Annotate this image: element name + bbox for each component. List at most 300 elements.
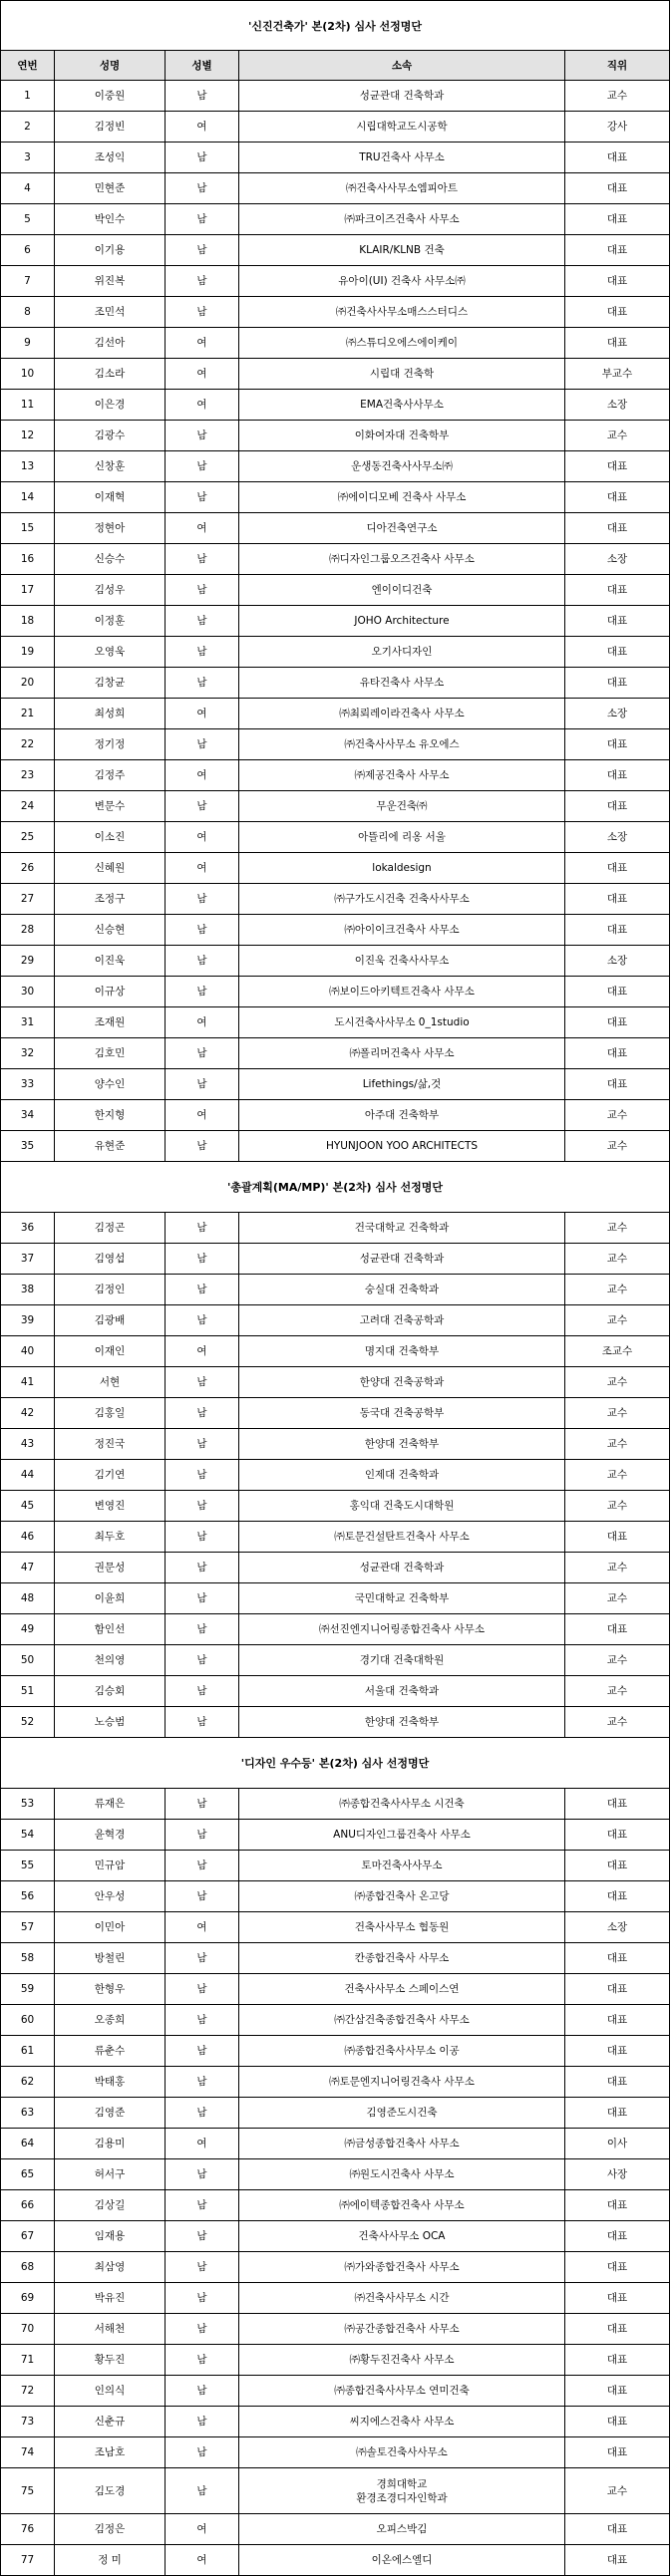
table-row xyxy=(1,1275,670,1305)
cell-name: 신승수 xyxy=(55,544,166,574)
cell-position: 대표 xyxy=(565,606,670,636)
table-row xyxy=(1,729,670,760)
cell-number: 45 xyxy=(1,1491,55,1521)
table-row xyxy=(1,1553,670,1583)
table-row xyxy=(1,946,670,977)
cell-affiliation: 아주대 건축학부 xyxy=(239,1100,565,1130)
cell-affiliation: 도시건축사사무소 0_1studio xyxy=(239,1007,565,1037)
cell-name: 신창훈 xyxy=(55,451,166,481)
cell-number: 5 xyxy=(1,204,55,234)
cell-gender: 남 xyxy=(166,1491,239,1521)
cell-affiliation: ㈜토문엔지니어링건축사 사무소 xyxy=(239,2067,565,2097)
cell-affiliation: ㈜폴리머건축사 사무소 xyxy=(239,1038,565,1068)
cell-name: 안우성 xyxy=(55,1881,166,1911)
table-row xyxy=(1,112,670,143)
cell-name: 조정구 xyxy=(55,884,166,914)
cell-position: 대표 xyxy=(565,1038,670,1068)
cell-gender: 남 xyxy=(166,1707,239,1737)
table-row xyxy=(1,421,670,451)
cell-gender: 남 xyxy=(166,2407,239,2436)
cell-position: 대표 xyxy=(565,2514,670,2544)
table-header-row xyxy=(1,51,670,81)
cell-number: 25 xyxy=(1,822,55,852)
cell-number: 6 xyxy=(1,235,55,265)
cell-gender: 남 xyxy=(166,2252,239,2282)
table-row xyxy=(1,977,670,1007)
cell-position: 대표 xyxy=(565,1943,670,1973)
cell-gender: 남 xyxy=(166,1213,239,1243)
cell-position: 교수 xyxy=(565,1398,670,1428)
cell-number: 11 xyxy=(1,390,55,420)
cell-name: 이윤희 xyxy=(55,1583,166,1613)
cell-name: 최성희 xyxy=(55,699,166,728)
cell-number: 17 xyxy=(1,575,55,605)
cell-name: 김소라 xyxy=(55,359,166,389)
cell-name: 이재혁 xyxy=(55,482,166,512)
cell-affiliation: 고려대 건축공학과 xyxy=(239,1305,565,1335)
cell-number: 55 xyxy=(1,1851,55,1880)
cell-position: 대표 xyxy=(565,297,670,327)
cell-gender: 남 xyxy=(166,791,239,821)
cell-name: 최삼영 xyxy=(55,2252,166,2282)
cell-position: 대표 xyxy=(565,2437,670,2467)
column-header: 직위 xyxy=(565,51,670,80)
cell-affiliation: ㈜토문건설탄트건축사 사무소 xyxy=(239,1522,565,1552)
cell-number: 71 xyxy=(1,2345,55,2375)
cell-position: 대표 xyxy=(565,2345,670,2375)
cell-affiliation: 아뜰리에 리옹 서울 xyxy=(239,822,565,852)
cell-gender: 남 xyxy=(166,2345,239,2375)
cell-affiliation: 이화여자대 건축학부 xyxy=(239,421,565,450)
cell-name: 권문성 xyxy=(55,1553,166,1582)
table-row xyxy=(1,915,670,946)
cell-name: 김도경 xyxy=(55,2468,166,2513)
cell-gender: 여 xyxy=(166,112,239,142)
cell-affiliation: ㈜간삼건축종합건축사 사무소 xyxy=(239,2005,565,2035)
cell-affiliation: 건축사사무소 협동원 xyxy=(239,1912,565,1942)
cell-name: 정현아 xyxy=(55,513,166,543)
cell-affiliation: 숭실대 건축학과 xyxy=(239,1275,565,1304)
cell-affiliation: 김영준도시건축 xyxy=(239,2098,565,2128)
cell-number: 22 xyxy=(1,729,55,759)
table-row xyxy=(1,482,670,513)
cell-affiliation: ㈜종합건축사 온고당 xyxy=(239,1881,565,1911)
table-row xyxy=(1,266,670,297)
table-row xyxy=(1,2437,670,2468)
cell-name: 이재인 xyxy=(55,1336,166,1366)
cell-name: 변문수 xyxy=(55,791,166,821)
cell-position: 대표 xyxy=(565,1789,670,1819)
cell-name: 최두호 xyxy=(55,1522,166,1552)
cell-position: 대표 xyxy=(565,2098,670,2128)
cell-number: 37 xyxy=(1,1244,55,1274)
table-row xyxy=(1,1974,670,2005)
cell-name: 이중원 xyxy=(55,81,166,111)
table-row xyxy=(1,1851,670,1881)
cell-affiliation: 오피스박김 xyxy=(239,2514,565,2544)
cell-name: 류춘수 xyxy=(55,2036,166,2066)
cell-affiliation: Lifethings/삶,것 xyxy=(239,1069,565,1099)
cell-gender: 남 xyxy=(166,606,239,636)
cell-name: 김기연 xyxy=(55,1460,166,1490)
cell-gender: 남 xyxy=(166,575,239,605)
cell-affiliation: 경기대 건축대학원 xyxy=(239,1645,565,1675)
cell-gender: 남 xyxy=(166,81,239,111)
cell-affiliation: 서울대 건축학과 xyxy=(239,1676,565,1706)
cell-number: 31 xyxy=(1,1007,55,1037)
cell-name: 천의영 xyxy=(55,1645,166,1675)
table-row xyxy=(1,1429,670,1460)
cell-number: 63 xyxy=(1,2098,55,2128)
section-title: '총괄계획(MA/MP)' 본(2차) 심사 선정명단 xyxy=(1,1162,670,1212)
cell-position: 대표 xyxy=(565,143,670,172)
cell-affiliation: ㈜종합건축사사무소 시건축 xyxy=(239,1789,565,1819)
cell-gender: 여 xyxy=(166,1100,239,1130)
cell-position: 교수 xyxy=(565,1305,670,1335)
cell-number: 34 xyxy=(1,1100,55,1130)
cell-affiliation: 이진욱 건축사사무소 xyxy=(239,946,565,976)
table-row xyxy=(1,173,670,204)
cell-name: 서현 xyxy=(55,1367,166,1397)
cell-position: 대표 xyxy=(565,1069,670,1099)
cell-affiliation: 경희대학교 환경조경디자인학과 xyxy=(239,2468,565,2513)
cell-affiliation: 명지대 건축학부 xyxy=(239,1336,565,1366)
cell-position: 대표 xyxy=(565,1614,670,1644)
cell-gender: 여 xyxy=(166,359,239,389)
cell-position: 교수 xyxy=(565,1645,670,1675)
table-row xyxy=(1,2283,670,2314)
cell-affiliation: 디아건축연구소 xyxy=(239,513,565,543)
cell-position: 대표 xyxy=(565,668,670,698)
cell-gender: 남 xyxy=(166,1974,239,2004)
cell-number: 61 xyxy=(1,2036,55,2066)
cell-gender: 남 xyxy=(166,729,239,759)
table-row xyxy=(1,81,670,112)
cell-affiliation: 건축사사무소 스페이스연 xyxy=(239,1974,565,2004)
table-row xyxy=(1,359,670,390)
cell-position: 소장 xyxy=(565,544,670,574)
cell-number: 74 xyxy=(1,2437,55,2467)
cell-name: 조재원 xyxy=(55,1007,166,1037)
table-row xyxy=(1,853,670,884)
cell-name: 오종희 xyxy=(55,2005,166,2035)
table-row xyxy=(1,2252,670,2283)
cell-gender: 남 xyxy=(166,1244,239,1274)
cell-name: 정진국 xyxy=(55,1429,166,1459)
cell-affiliation: 성균관대 건축학과 xyxy=(239,1553,565,1582)
cell-affiliation: ㈜솔토건축사사무소 xyxy=(239,2437,565,2467)
cell-affiliation: ㈜건축사사무소매스스터디스 xyxy=(239,297,565,327)
cell-number: 8 xyxy=(1,297,55,327)
cell-number: 50 xyxy=(1,1645,55,1675)
section-title: '신진건축가' 본(2차) 심사 선정명단 xyxy=(1,1,670,50)
table-row xyxy=(1,2514,670,2545)
cell-affiliation: ㈜황두진건축사 사무소 xyxy=(239,2345,565,2375)
table-row xyxy=(1,1789,670,1820)
cell-gender: 남 xyxy=(166,2376,239,2406)
table-row xyxy=(1,544,670,575)
cell-affiliation: 국민대학교 건축학부 xyxy=(239,1583,565,1613)
cell-position: 대표 xyxy=(565,482,670,512)
table-row xyxy=(1,699,670,729)
cell-affiliation: ㈜공간종합건축사 사무소 xyxy=(239,2314,565,2344)
cell-gender: 남 xyxy=(166,143,239,172)
cell-number: 12 xyxy=(1,421,55,450)
table-row xyxy=(1,791,670,822)
cell-position: 이사 xyxy=(565,2129,670,2158)
cell-position: 대표 xyxy=(565,2407,670,2436)
cell-gender: 여 xyxy=(166,853,239,883)
cell-gender: 남 xyxy=(166,2067,239,2097)
cell-number: 36 xyxy=(1,1213,55,1243)
cell-name: 조민석 xyxy=(55,297,166,327)
cell-name: 김창균 xyxy=(55,668,166,698)
cell-position: 교수 xyxy=(565,1367,670,1397)
cell-number: 30 xyxy=(1,977,55,1006)
cell-number: 68 xyxy=(1,2252,55,2282)
cell-name: 유현준 xyxy=(55,1131,166,1161)
cell-affiliation: 한양대 건축공학과 xyxy=(239,1367,565,1397)
cell-number: 10 xyxy=(1,359,55,389)
cell-affiliation: 홍익대 건축도시대학원 xyxy=(239,1491,565,1521)
cell-position: 소장 xyxy=(565,1912,670,1942)
cell-name: 함인선 xyxy=(55,1614,166,1644)
cell-number: 7 xyxy=(1,266,55,296)
cell-position: 교수 xyxy=(565,1707,670,1737)
cell-affiliation: ㈜건축사사무소엠피아트 xyxy=(239,173,565,203)
cell-number: 16 xyxy=(1,544,55,574)
cell-affiliation: ㈜가와종합건축사 사무소 xyxy=(239,2252,565,2282)
cell-affiliation: 이온에스엘디 xyxy=(239,2545,565,2575)
cell-number: 24 xyxy=(1,791,55,821)
cell-affiliation: 건축사사무소 OCA xyxy=(239,2221,565,2251)
cell-number: 29 xyxy=(1,946,55,976)
cell-affiliation: 성균관대 건축학과 xyxy=(239,81,565,111)
cell-number: 43 xyxy=(1,1429,55,1459)
cell-number: 47 xyxy=(1,1553,55,1582)
cell-gender: 남 xyxy=(166,2437,239,2467)
cell-gender: 남 xyxy=(166,266,239,296)
cell-number: 38 xyxy=(1,1275,55,1304)
cell-affiliation: TRU건축사 사무소 xyxy=(239,143,565,172)
cell-name: 김정은 xyxy=(55,2514,166,2544)
cell-gender: 남 xyxy=(166,1069,239,1099)
cell-affiliation: ㈜파크이즈건축사 사무소 xyxy=(239,204,565,234)
cell-affiliation: 시립대 건축학 xyxy=(239,359,565,389)
cell-affiliation: ㈜보이드아키텍트건축사 사무소 xyxy=(239,977,565,1006)
cell-affiliation: ㈜제공건축사 사무소 xyxy=(239,760,565,790)
cell-position: 대표 xyxy=(565,2252,670,2282)
cell-affiliation: EMA건축사사무소 xyxy=(239,390,565,420)
table-row xyxy=(1,390,670,421)
cell-gender: 남 xyxy=(166,2005,239,2035)
cell-affiliation: ㈜건축사사무소 시간 xyxy=(239,2283,565,2313)
section-title-row xyxy=(1,1738,670,1789)
cell-gender: 여 xyxy=(166,1007,239,1037)
cell-position: 대표 xyxy=(565,2190,670,2220)
table-row xyxy=(1,2376,670,2407)
cell-position: 교수 xyxy=(565,1491,670,1521)
cell-gender: 여 xyxy=(166,760,239,790)
cell-number: 21 xyxy=(1,699,55,728)
cell-number: 60 xyxy=(1,2005,55,2035)
cell-name: 조남호 xyxy=(55,2437,166,2467)
cell-number: 53 xyxy=(1,1789,55,1819)
table-row xyxy=(1,1645,670,1676)
cell-number: 66 xyxy=(1,2190,55,2220)
cell-gender: 남 xyxy=(166,235,239,265)
cell-gender: 여 xyxy=(166,2514,239,2544)
table-row xyxy=(1,1336,670,1367)
cell-name: 이진욱 xyxy=(55,946,166,976)
cell-position: 교수 xyxy=(565,1100,670,1130)
cell-gender: 남 xyxy=(166,1429,239,1459)
cell-number: 28 xyxy=(1,915,55,945)
cell-name: 변영진 xyxy=(55,1491,166,1521)
section-title-row xyxy=(1,1162,670,1213)
cell-affiliation: 한양대 건축학부 xyxy=(239,1429,565,1459)
cell-position: 대표 xyxy=(565,2221,670,2251)
table-row xyxy=(1,1881,670,1912)
cell-name: 김영섭 xyxy=(55,1244,166,1274)
cell-name: 김상길 xyxy=(55,2190,166,2220)
cell-position: 대표 xyxy=(565,1881,670,1911)
cell-gender: 남 xyxy=(166,668,239,698)
cell-position: 교수 xyxy=(565,1460,670,1490)
cell-name: 김승회 xyxy=(55,1676,166,1706)
cell-gender: 남 xyxy=(166,946,239,976)
cell-number: 73 xyxy=(1,2407,55,2436)
cell-gender: 남 xyxy=(166,2221,239,2251)
table-row xyxy=(1,1943,670,1974)
cell-gender: 남 xyxy=(166,421,239,450)
cell-gender: 남 xyxy=(166,1460,239,1490)
cell-gender: 남 xyxy=(166,173,239,203)
cell-position: 대표 xyxy=(565,266,670,296)
cell-name: 김성우 xyxy=(55,575,166,605)
cell-affiliation: ㈜최뢰레이라건축사 사무소 xyxy=(239,699,565,728)
cell-affiliation: ㈜원도시건축사 사무소 xyxy=(239,2159,565,2189)
cell-number: 65 xyxy=(1,2159,55,2189)
cell-gender: 남 xyxy=(166,451,239,481)
cell-affiliation: 시립대학교도시공학 xyxy=(239,112,565,142)
cell-name: 박유진 xyxy=(55,2283,166,2313)
cell-number: 77 xyxy=(1,2545,55,2575)
cell-number: 2 xyxy=(1,112,55,142)
table-row xyxy=(1,1038,670,1069)
cell-name: 김영준 xyxy=(55,2098,166,2128)
cell-affiliation: JOHO Architecture xyxy=(239,606,565,636)
cell-position: 대표 xyxy=(565,2036,670,2066)
table-row xyxy=(1,2190,670,2221)
cell-gender: 남 xyxy=(166,2314,239,2344)
cell-position: 대표 xyxy=(565,1007,670,1037)
cell-affiliation: ㈜종합건축사사무소 연미건축 xyxy=(239,2376,565,2406)
cell-number: 20 xyxy=(1,668,55,698)
table-row xyxy=(1,1131,670,1162)
cell-gender: 남 xyxy=(166,297,239,327)
table-row xyxy=(1,2098,670,2129)
cell-number: 58 xyxy=(1,1943,55,1973)
cell-gender: 남 xyxy=(166,2190,239,2220)
table-row xyxy=(1,2468,670,2514)
cell-gender: 여 xyxy=(166,699,239,728)
cell-position: 교수 xyxy=(565,1583,670,1613)
cell-number: 35 xyxy=(1,1131,55,1161)
cell-position: 소장 xyxy=(565,699,670,728)
cell-affiliation: ㈜선진엔지니어링종합건축사 사무소 xyxy=(239,1614,565,1644)
table-row xyxy=(1,884,670,915)
cell-position: 대표 xyxy=(565,1974,670,2004)
table-row xyxy=(1,1007,670,1038)
table-row xyxy=(1,1213,670,1244)
cell-number: 69 xyxy=(1,2283,55,2313)
cell-number: 39 xyxy=(1,1305,55,1335)
cell-affiliation: 유타건축사 사무소 xyxy=(239,668,565,698)
table-row xyxy=(1,606,670,637)
cell-name: 이정훈 xyxy=(55,606,166,636)
cell-position: 대표 xyxy=(565,1820,670,1850)
cell-affiliation: ANU디자인그룹건축사 사무소 xyxy=(239,1820,565,1850)
cell-name: 민현준 xyxy=(55,173,166,203)
cell-gender: 남 xyxy=(166,2159,239,2189)
cell-affiliation: ㈜건축사사무소 유오에스 xyxy=(239,729,565,759)
cell-position: 교수 xyxy=(565,1429,670,1459)
table-row xyxy=(1,1398,670,1429)
cell-gender: 남 xyxy=(166,1522,239,1552)
cell-name: 방철린 xyxy=(55,1943,166,1973)
cell-position: 대표 xyxy=(565,173,670,203)
cell-gender: 남 xyxy=(166,2283,239,2313)
table-row xyxy=(1,1583,670,1614)
cell-number: 27 xyxy=(1,884,55,914)
cell-number: 3 xyxy=(1,143,55,172)
cell-number: 48 xyxy=(1,1583,55,1613)
cell-gender: 남 xyxy=(166,1614,239,1644)
column-header: 성별 xyxy=(166,51,239,80)
table-row xyxy=(1,2221,670,2252)
cell-position: 조교수 xyxy=(565,1336,670,1366)
cell-name: 김광배 xyxy=(55,1305,166,1335)
cell-name: 서해천 xyxy=(55,2314,166,2344)
cell-name: 조성익 xyxy=(55,143,166,172)
cell-position: 교수 xyxy=(565,1553,670,1582)
cell-position: 대표 xyxy=(565,977,670,1006)
cell-gender: 남 xyxy=(166,1367,239,1397)
cell-name: 노승범 xyxy=(55,1707,166,1737)
column-header: 성명 xyxy=(55,51,166,80)
cell-number: 59 xyxy=(1,1974,55,2004)
cell-name: 김정주 xyxy=(55,760,166,790)
cell-gender: 여 xyxy=(166,822,239,852)
table-row xyxy=(1,2129,670,2159)
cell-name: 인의식 xyxy=(55,2376,166,2406)
cell-position: 대표 xyxy=(565,637,670,667)
cell-name: 정기정 xyxy=(55,729,166,759)
cell-name: 정 미 xyxy=(55,2545,166,2575)
cell-gender: 남 xyxy=(166,1398,239,1428)
cell-number: 62 xyxy=(1,2067,55,2097)
cell-number: 9 xyxy=(1,328,55,358)
table-row xyxy=(1,760,670,791)
table-row xyxy=(1,1491,670,1522)
cell-name: 김용미 xyxy=(55,2129,166,2158)
cell-position: 교수 xyxy=(565,1244,670,1274)
cell-gender: 여 xyxy=(166,2545,239,2575)
cell-position: 대표 xyxy=(565,575,670,605)
table-row xyxy=(1,1614,670,1645)
table-row xyxy=(1,822,670,853)
